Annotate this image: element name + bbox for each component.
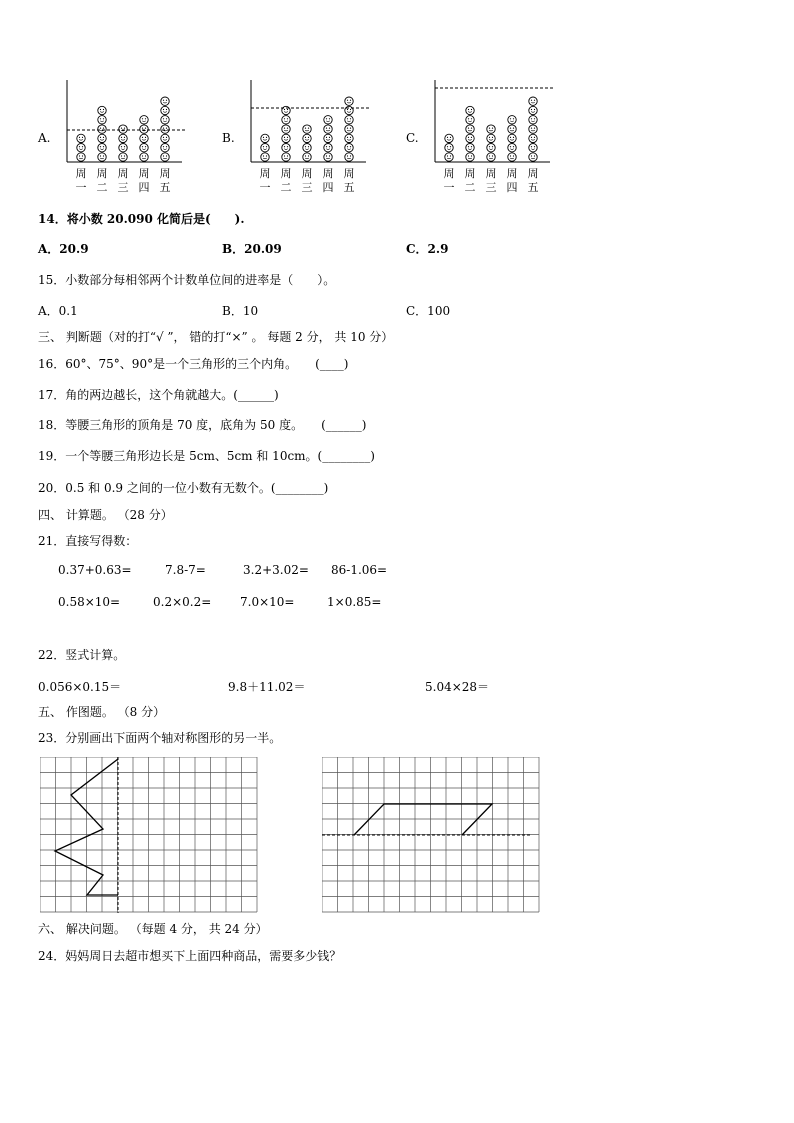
calc-item: 0.2×0.2=	[153, 595, 212, 609]
day-label: 四	[138, 181, 150, 194]
option-b-label: B.	[222, 131, 235, 145]
day-label: 周	[506, 167, 518, 180]
day-label: 一	[443, 181, 455, 194]
question-21-title: 21．直接写得数：	[38, 534, 138, 548]
smiley-icon	[487, 153, 495, 161]
smiley-icon	[282, 116, 290, 124]
question-19: 19．一个等腰三角形边长是 5cm、5cm 和 10cm。(________)	[38, 449, 375, 463]
question-16: 16．60°、75°、90°是一个三角形的三个内角。 (____)	[38, 357, 349, 371]
smiley-icon	[445, 144, 453, 152]
smiley-icon	[98, 134, 106, 142]
day-label: 周	[485, 167, 497, 180]
smiley-icon	[466, 144, 474, 152]
section-6-heading: 六、 解决问题。 （每题 4 分， 共 24 分）	[38, 922, 268, 936]
day-label: 周	[527, 167, 539, 180]
smiley-icon	[445, 134, 453, 142]
day-label: 周	[138, 167, 150, 180]
smiley-icon	[324, 153, 332, 161]
smiley-icon	[466, 153, 474, 161]
day-label: 周	[464, 167, 476, 180]
day-label: 周	[259, 167, 271, 180]
smiley-icon	[487, 144, 495, 152]
day-label: 周	[117, 167, 129, 180]
section-3-heading: 三、 判断题（对的打“√ ”， 错的打“×” 。 每题 2 分， 共 10 分）	[38, 330, 394, 344]
day-label: 三	[117, 181, 129, 194]
smiley-icon	[261, 134, 269, 142]
smiley-icon	[345, 125, 353, 133]
smiley-icon	[77, 144, 85, 152]
smiley-icon	[98, 116, 106, 124]
smiley-icon	[529, 106, 537, 114]
day-label: 二	[464, 181, 476, 194]
grid-figure-right	[322, 757, 542, 915]
day-label: 四	[506, 181, 518, 194]
smiley-icon	[466, 106, 474, 114]
smiley-icon	[303, 144, 311, 152]
smiley-icon	[324, 144, 332, 152]
q14-option-c[interactable]: C．2.9	[406, 242, 449, 256]
smiley-icon	[261, 144, 269, 152]
smiley-icon	[161, 97, 169, 105]
q15-option-a[interactable]: A．0.1	[38, 304, 78, 318]
smiley-icon	[445, 153, 453, 161]
day-label: 四	[322, 181, 334, 194]
question-18: 18．等腰三角形的顶角是 70 度，底角为 50 度。 (______)	[38, 418, 367, 432]
calc-item: 0.37+0.63=	[58, 563, 132, 577]
smiley-icon	[140, 153, 148, 161]
smiley-icon	[345, 153, 353, 161]
smiley-icon	[98, 125, 106, 133]
smiley-icon	[508, 153, 516, 161]
smiley-icon	[161, 116, 169, 124]
smiley-icon	[140, 125, 148, 133]
smiley-icon	[529, 134, 537, 142]
smiley-icon	[161, 134, 169, 142]
smiley-icon	[508, 134, 516, 142]
day-label: 一	[75, 181, 87, 194]
smiley-icon	[140, 144, 148, 152]
smiley-icon	[161, 144, 169, 152]
day-label: 周	[322, 167, 334, 180]
day-label: 周	[343, 167, 355, 180]
grid-figure-left	[40, 757, 260, 915]
smiley-icon	[529, 153, 537, 161]
day-label: 五	[527, 181, 539, 194]
section-4-heading: 四、 计算题。 （28 分）	[38, 508, 173, 522]
smiley-icon	[487, 125, 495, 133]
smiley-icon	[345, 97, 353, 105]
calc-item: 0.58×10=	[58, 595, 121, 609]
day-label: 周	[75, 167, 87, 180]
pictograph-chart-a	[60, 78, 190, 200]
calc-item: 1×0.85=	[327, 595, 382, 609]
day-label: 周	[280, 167, 292, 180]
smiley-icon	[324, 134, 332, 142]
smiley-icon	[529, 125, 537, 133]
smiley-icon	[261, 153, 269, 161]
smiley-icon	[140, 134, 148, 142]
smiley-icon	[303, 153, 311, 161]
day-label: 一	[259, 181, 271, 194]
section-5-heading: 五、 作图题。 （8 分）	[38, 705, 166, 719]
q14-option-a[interactable]: A．20.9	[38, 242, 89, 256]
vertical-calc-item: 0.056×0.15＝	[38, 680, 122, 694]
smiley-icon	[303, 134, 311, 142]
calc-item: 7.0×10=	[240, 595, 295, 609]
question-24: 24．妈妈周日去超市想买下上面四种商品，需要多少钱？	[38, 949, 342, 963]
smiley-icon	[529, 97, 537, 105]
smiley-icon	[98, 144, 106, 152]
smiley-icon	[161, 153, 169, 161]
q15-option-b[interactable]: B．10	[222, 304, 259, 318]
smiley-icon	[119, 153, 127, 161]
calc-item: 86-1.06=	[331, 563, 388, 577]
day-label: 三	[485, 181, 497, 194]
calc-item: 3.2+3.02=	[243, 563, 309, 577]
calc-item: 7.8-7=	[165, 563, 206, 577]
day-label: 二	[280, 181, 292, 194]
smiley-icon	[324, 125, 332, 133]
smiley-icon	[140, 116, 148, 124]
question-15: 15．小数部分每相邻两个计数单位间的进率是（ ）。	[38, 273, 336, 287]
day-label: 周	[443, 167, 455, 180]
q15-option-c[interactable]: C．100	[406, 304, 451, 318]
smiley-icon	[161, 125, 169, 133]
smiley-icon	[282, 144, 290, 152]
smiley-icon	[282, 153, 290, 161]
question-20: 20．0.5 和 0.9 之间的一位小数有无数个。(________)	[38, 481, 329, 495]
smiley-icon	[345, 144, 353, 152]
smiley-icon	[529, 144, 537, 152]
smiley-icon	[119, 144, 127, 152]
smiley-icon	[98, 153, 106, 161]
day-label: 二	[96, 181, 108, 194]
smiley-icon	[77, 153, 85, 161]
smiley-icon	[119, 125, 127, 133]
smiley-icon	[161, 106, 169, 114]
question-17: 17．角的两边越长，这个角就越大。(______)	[38, 388, 279, 402]
day-label: 五	[159, 181, 171, 194]
half-figure	[354, 804, 492, 835]
day-label: 周	[96, 167, 108, 180]
question-23: 23．分别画出下面两个轴对称图形的另一半。	[38, 731, 282, 745]
smiley-icon	[487, 134, 495, 142]
vertical-calc-item: 9.8＋11.02＝	[228, 680, 306, 694]
smiley-icon	[98, 106, 106, 114]
smiley-icon	[466, 116, 474, 124]
smiley-icon	[119, 134, 127, 142]
smiley-icon	[466, 125, 474, 133]
option-a-label: A.	[38, 131, 51, 145]
day-label: 周	[301, 167, 313, 180]
smiley-icon	[508, 144, 516, 152]
pictograph-chart-c	[428, 78, 558, 200]
smiley-icon	[345, 134, 353, 142]
smiley-icon	[508, 116, 516, 124]
day-label: 周	[159, 167, 171, 180]
smiley-icon	[282, 134, 290, 142]
question-14: 14．将小数 20.090 化简后是( ).	[38, 212, 245, 226]
day-label: 三	[301, 181, 313, 194]
vertical-calc-item: 5.04×28＝	[425, 680, 490, 694]
smiley-icon	[303, 125, 311, 133]
question-22-title: 22．竖式计算。	[38, 648, 126, 662]
q14-option-b[interactable]: B．20.09	[222, 242, 282, 256]
smiley-icon	[324, 116, 332, 124]
smiley-icon	[466, 134, 474, 142]
pictograph-chart-b	[244, 78, 374, 200]
smiley-icon	[282, 125, 290, 133]
smiley-icon	[345, 116, 353, 124]
smiley-icon	[77, 134, 85, 142]
day-label: 五	[343, 181, 355, 194]
smiley-icon	[529, 116, 537, 124]
smiley-icon	[508, 125, 516, 133]
option-c-label: C.	[406, 131, 419, 145]
